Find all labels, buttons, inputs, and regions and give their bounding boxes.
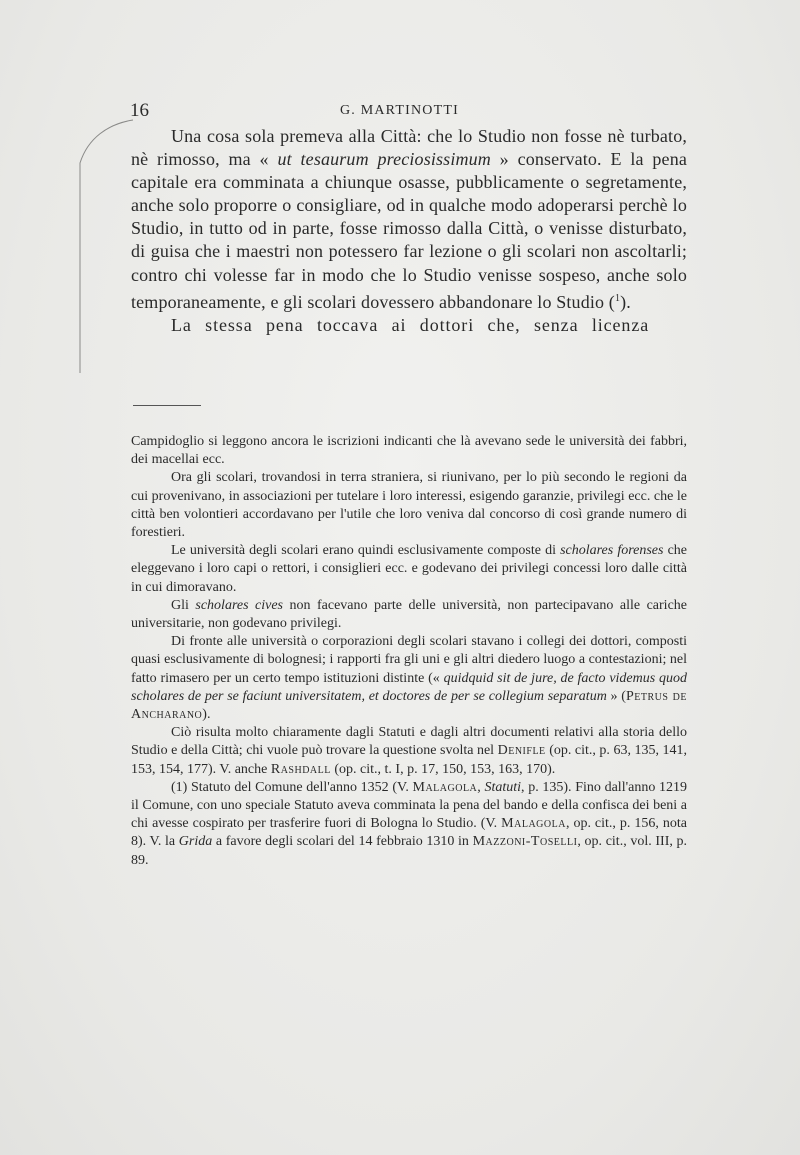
main-text <box>131 125 687 337</box>
footnote-paragraph: Di fronte alle università o corporazioni degli scolari stavano i collegi dei dottori, composti quasi esclusivamente di bolognesi; i rapporti fra gli uni e gli altri diedero luogo a contestazioni; nel fatto rimasero per un certo tempo istituzioni distinte (« quidquid sit de jure, de facto videmus quod scholares de per se faciunt universitatem, et doctores de per se collegium separatum » (Petrus de Ancharano). <box>131 634 687 723</box>
paragraph: La stessa pena toccava ai dottori che, senza licenza <box>171 314 650 335</box>
footnote-1: (1) Statuto del Comune dell'anno 1352 (V. Malagola, Statuti, p. 135). Fino dall'anno 1219 il Comune, con uno speciale Statuto aveva comminata la pena del bando e della confisca dei beni a chi avesse cospirato per trasferire fuori di Bologna lo Studio. (V. Malagola, op. cit., p. 156, nota 8). V. la Grida a favore degli scolari del 14 febbraio 1310 in Mazzoni-Toselli, op. cit., vol. III, p. 89. <box>131 779 688 868</box>
footnote-paragraph: Campidoglio si leggono ancora le iscrizioni indicanti che là avevano sede le università dei fabbri, dei macellai ecc. <box>131 434 687 468</box>
footnote-paragraph: Ciò risulta molto chiaramente dagli Statuti e dagli altri documenti relativi alla storia dello Studio e della Città; chi vuole può trovare la questione svolta nel Denifle (op. cit., p. 63, 135, 141, 153, 154, 177). V. anche Rashdall (op. cit., t. I, p. 17, 150, 153, 163, 170). <box>131 725 688 777</box>
footnote-ref: 1 <box>614 292 621 304</box>
footnote-divider <box>133 405 201 406</box>
footnote-paragraph: Le università degli scolari erano quindi esclusivamente composte di scholares forenses che eleggevano i loro capi o rettori, i consiglieri ecc. e godevano dei privilegi concessi loro dalle città in cui dimoravano. <box>131 543 687 595</box>
footnote-paragraph: Ora gli scolari, trovandosi in terra straniera, si riunivano, per lo più secondo le regioni da cui provenivano, in associazioni per tutelare i loro interessi, esigendo garanzie, privilegi ecc. che le città ben volontieri accordavano per l'utile che loro veniva dal concorso di così grande numero di forestieri. <box>131 470 687 541</box>
paragraph: Una cosa sola premeva alla Città: che lo Studio non fosse nè turbato, nè rimosso, ma « ut tesaurum preciosissimum » conservato. E la pena capitale era comminata a chiunque osasse, pubblicamente o segretamente, anche solo proporre o consigliare, od in qualche modo adoperarsi perchè lo Studio, in tutto od in parte, fosse rimosso dalla Città, o venisse disturbato, di guisa che i maestri non potessero far lezione o gli scolari non ascoltarli; contro chi volesse far in modo che lo Studio venisse sospeso, anche solo temporaneamente, e gli scolari dovessero abbandonare lo Studio ($^1$). <box>131 126 687 312</box>
footnote-paragraph: Gli scholares cives non facevano parte delle università, non partecipavano alle cariche universitarie, non godevano privilegi. <box>131 597 688 632</box>
page-header <box>130 100 685 122</box>
pencil-margin-mark <box>78 118 138 378</box>
running-head: G. MARTINOTTI <box>340 103 459 118</box>
footnotes <box>131 433 687 870</box>
page-number: 16 <box>130 100 149 121</box>
